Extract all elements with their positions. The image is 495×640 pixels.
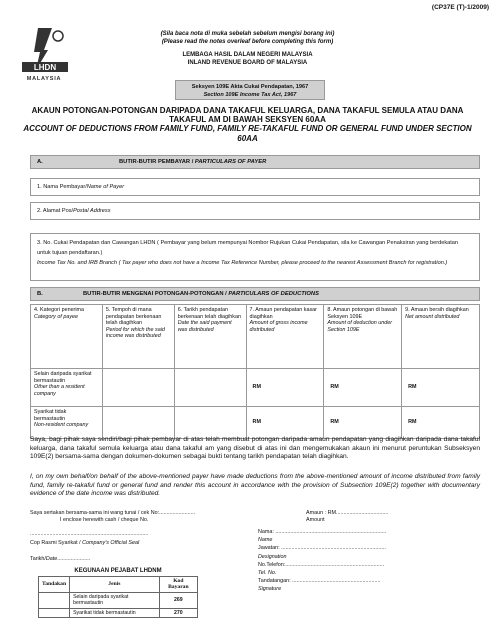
signature-field[interactable]: Tandatangan: ...........................................................: [258, 578, 381, 585]
section-a-letter: A.: [37, 159, 43, 165]
name-label-en: Name: [258, 537, 273, 544]
name-field[interactable]: Nama: ..........................................................................: [258, 529, 387, 535]
amount-ms: Amaun : RM...................................: [306, 510, 389, 516]
designation-label-en: Designation: [258, 553, 287, 560]
date-input[interactable]: [174, 407, 246, 439]
payee-category-nonresident: Syarikat tidak bermastautin Non-resident company: [31, 407, 103, 439]
office-checkbox[interactable]: [39, 592, 70, 608]
postal-address-field[interactable]: [30, 202, 480, 220]
col-header-date: 6. Tarikh pendapatan berkenaan telah diagihkan Date the said payment was distributed: [174, 305, 246, 369]
period-input[interactable]: [102, 407, 174, 439]
telephone-label-en: Tel. No.: [258, 570, 277, 577]
signature-label-en: Signature: [258, 586, 282, 593]
amount-line: [306, 510, 388, 524]
table-row: [39, 608, 198, 617]
office-col-tandakan: Tandakan: [39, 577, 70, 593]
amount-en: Amount: [306, 517, 325, 523]
tax-number-label: 3. No. Cukai Pendapatan dan Cawangan LHDN ( Pembayar yang belum mempunyai Nombor Rujukan Cukai Pendapatan, sila ke Cawangan Penaksiran yang berdekatan untuk tujuan pendaftaran.): [37, 240, 459, 256]
col-header-net: 9. Amaun bersih diagihkan Net amount distributed: [402, 305, 480, 369]
org-ms: LEMBAGA HASIL DALAM NEGERI MALAYSIA: [182, 52, 313, 58]
payer-name-label-en: Name of Payer: [86, 184, 125, 190]
postal-address-label: 2. Alamat Pos/: [37, 208, 74, 214]
declaration-ms: Saya, bagi pihak saya sendiri/bagi pihak pembayar di atas telah membuat potongan daripada amaun pendapatan yang diagihkan daripada dana takaful keluarga, dana takaful semula keluarga atau dana takaful am yang disebut di atas ini dan mengemukakan akaun ini menurut peruntukan Subseksyen 109E(2) bersama-sama dengan dokumen-dokumen sebagai bukti tentang tarikh pendapatan telah diagihkan.: [30, 436, 480, 461]
payment-line: [30, 510, 195, 524]
office-type: Syarikat tidak bermastautin: [70, 608, 160, 617]
payment-ms: Saya sertakan bersama-sama ini wang tunai / cek No:........................: [30, 510, 196, 516]
office-type: Selain daripada syarikat bermastautin: [70, 592, 160, 608]
payer-name-label: 1. Nama Pembayar/: [37, 184, 87, 190]
deduction-amount-input[interactable]: RM: [324, 407, 402, 439]
signatory-block: [258, 528, 386, 594]
section-b-header: B. BUTIR-BUTIR MENGENAI POTONGAN-POTONGAN / PARTICULARS OF DEDUCTIONS: [30, 287, 480, 301]
gross-amount-input[interactable]: RM: [246, 369, 324, 407]
table-row: [31, 407, 480, 439]
form-code: (CP37E (T)-1/2009): [431, 4, 489, 11]
act-reference-box: [175, 80, 325, 100]
section-a-title-ms: BUTIR-BUTIR PEMBAYAR: [119, 159, 191, 165]
tax-number-field[interactable]: [30, 233, 480, 281]
org-en: INLAND REVENUE BOARD OF MALAYSIA: [187, 60, 308, 66]
title-ms: AKAUN POTONGAN-POTONGAN DARIPADA DANA TAKAFUL KELUARGA, DANA TAKAFUL SEMULA ATAU DANA TAKAFUL AM DI BAWAH SEKSYEN 60AA: [31, 106, 464, 125]
designation-field[interactable]: Jawatan: ......................................................................: [258, 545, 386, 552]
act-en: Section 109E Income Tax Act, 1967: [203, 92, 297, 98]
office-checkbox[interactable]: [39, 608, 70, 617]
col-header-category: 4. Kategori penerima Category of payee: [31, 305, 103, 369]
date-field[interactable]: Tarikh/Date......................: [30, 556, 91, 562]
gross-amount-input[interactable]: RM: [246, 407, 324, 439]
section-b-letter: B.: [37, 291, 43, 297]
col-header-deduction: 8. Amaun potongan di bawah Seksyen 109E Amount of deduction under Section 109E: [324, 305, 402, 369]
deductions-table: [30, 304, 480, 439]
declaration-en: I, on my own behalf/on behalf of the above-mentioned payer have made deductions from the above-mentioned amount of income distributed from family fund, family re-takaful fund or general fund and render this account in accordance with the provision of Subsection 109E(2) together with documentary evidence of the date income was distributed.: [30, 473, 480, 498]
logo-country: MALAYSIA: [26, 76, 62, 82]
section-b-title-en: PARTICULARS OF DEDUCTIONS: [228, 291, 319, 297]
net-amount-input[interactable]: RM: [402, 407, 480, 439]
payee-category-resident: Selain daripada syarikat bermastautin Other than a resident company: [31, 369, 103, 407]
tax-number-label-en: Income Tax No. and IRB Branch ( Tax payer who does not have a Income Tax Reference Number, please proceed to the nearest Assessment Branch for registration.): [37, 260, 448, 266]
office-use-table: [38, 576, 198, 618]
section-a-header: A. BUTIR-BUTIR PEMBAYAR / PARTICULARS OF PAYER: [30, 155, 480, 169]
logo-text: LHDN: [33, 63, 57, 72]
section-b-title-ms: BUTIR-BUTIR MENGENAI POTONGAN-POTONGAN: [83, 291, 224, 297]
office-code: 269: [159, 592, 197, 608]
note-ms: (Sila baca nota di muka sebelah sebelum mengisi borang ini): [160, 31, 335, 37]
col-header-gross: 7. Amaun pendapatan kasar diagihkan Amount of gross income distributed: [246, 305, 324, 369]
note-en: (Please read the notes overleaf before completing this form): [161, 39, 334, 45]
date-input[interactable]: [174, 369, 246, 407]
table-row: [31, 369, 480, 407]
form-title: [20, 106, 475, 143]
seal-label: Cop Rasmi Syarikat / Company's Official Seal: [30, 540, 140, 546]
seal-line: ...............................................................................: [30, 531, 149, 537]
office-col-jenis: Jenis: [70, 577, 160, 593]
deduction-amount-input[interactable]: RM: [324, 369, 402, 407]
act-ms: Seksyen 109E Akta Cukai Pendapatan, 1967: [191, 84, 309, 90]
office-code: 270: [159, 608, 197, 617]
office-use-title: KEGUNAAN PEJABAT LHDNM: [74, 568, 162, 574]
deductions-header-row: [31, 305, 480, 369]
net-amount-input[interactable]: RM: [402, 369, 480, 407]
postal-address-label-en: Postal Address: [73, 208, 111, 214]
period-input[interactable]: [102, 369, 174, 407]
payment-en: I enclose herewith cash / cheque No.: [60, 517, 149, 523]
section-a-title-en: PARTICULARS OF PAYER: [194, 159, 267, 165]
payer-name-field[interactable]: [30, 178, 480, 196]
table-row: [39, 592, 198, 608]
title-en: ACCOUNT OF DEDUCTIONS FROM FAMILY FUND, FAMILY RE-TAKAFUL FUND OR GENERAL FUND UNDER SECTION 60AA: [23, 124, 472, 143]
telephone-field[interactable]: No.Telefon:..................................................................: [258, 561, 385, 568]
col-header-period: 5. Tempoh di mana pendapatan berkenaan telah diagihkan Period for which the said income was distributed: [102, 305, 174, 369]
office-col-kod: Kod Bayaran: [159, 577, 197, 593]
